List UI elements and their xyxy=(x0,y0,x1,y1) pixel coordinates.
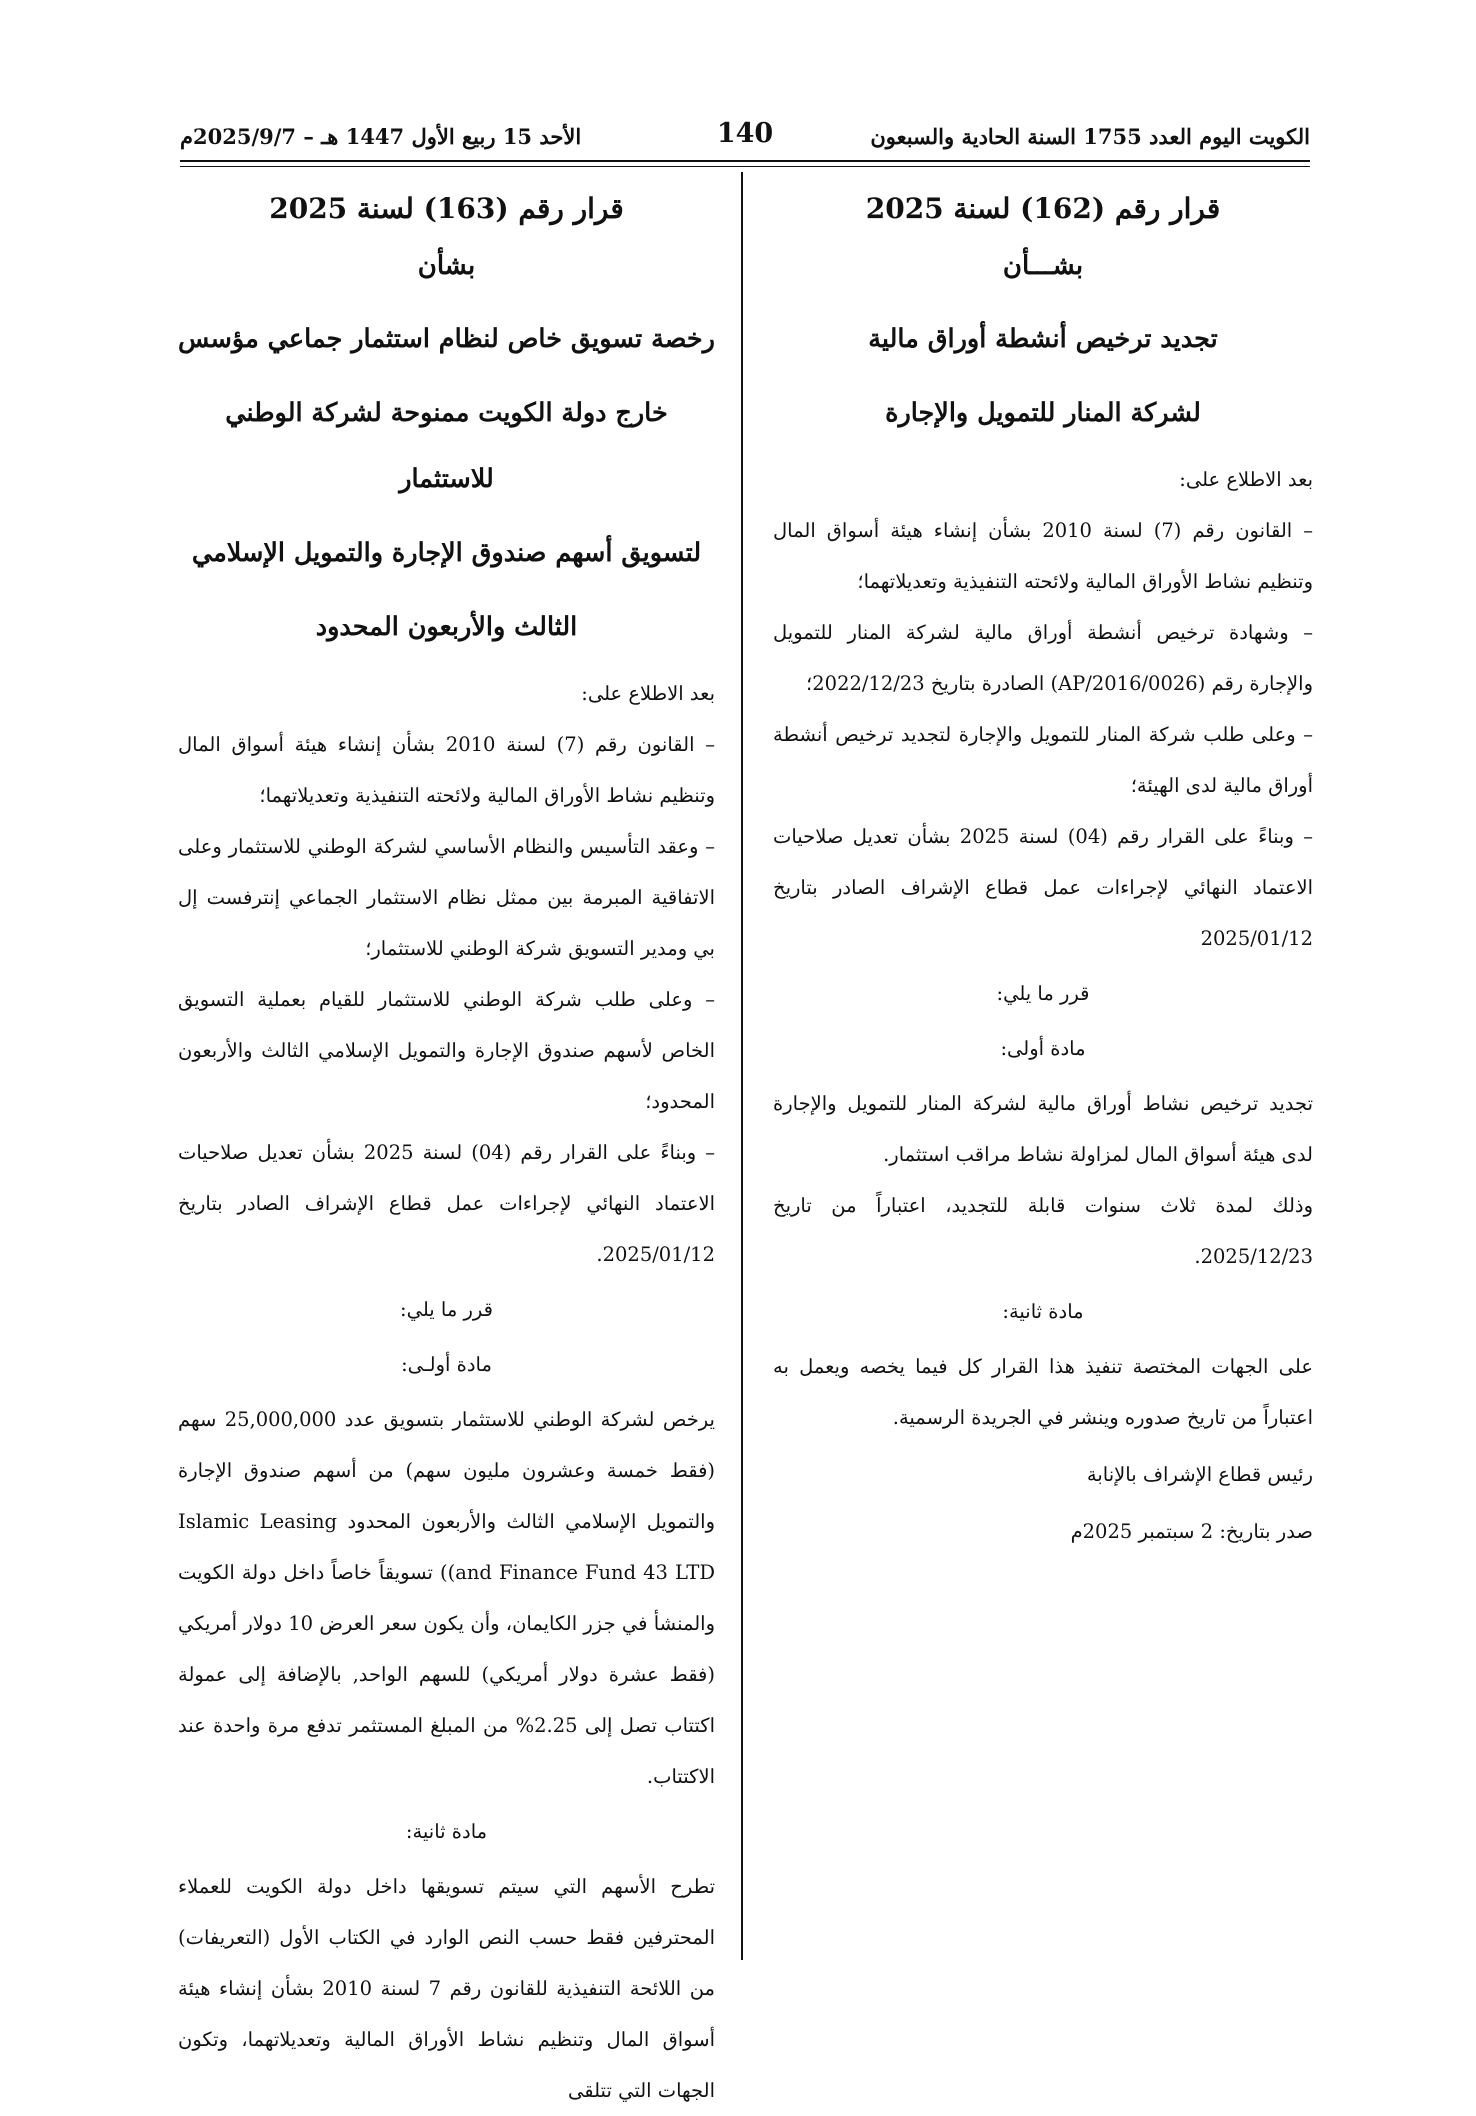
decision-162 xyxy=(773,180,1313,1563)
decision-162-article-2-text: على الجهات المختصة تنفيذ هذا القرار كل فيما يخصه ويعمل به اعتباراً من تاريخ صدوره وينشر في الجريدة الرسمية. xyxy=(773,1355,1313,1429)
decision-163-subject-2: خارج دولة الكويت ممنوحة لشركة الوطني للاستثمار xyxy=(225,398,668,494)
decision-162-regarding: بشـــأن xyxy=(1002,251,1084,281)
decision-162-article-1-text: تجديد ترخيص نشاط أوراق مالية لشركة المنار للتمويل والإجارة لدى هيئة أسواق المال لمزاولة نشاط مراقب استثمار. xyxy=(773,1092,1313,1166)
decision-162-article-1-text-2: وذلك لمدة ثلاث سنوات قابلة للتجديد، اعتباراً من تاريخ 2025/12/23. xyxy=(773,1194,1313,1268)
decision-163-subject-4: الثالث والأربعون المحدود xyxy=(315,612,578,642)
decision-162-article-1-label: مادة أولى: xyxy=(1000,1037,1086,1060)
decision-162-clause-4: – وبناءً على القرار رقم (04) لسنة 2025 بشأن تعديل صلاحيات الاعتماد النهائي لإجراءات عمل قطاع الإشراف الصادر بتاريخ 2025/01/12 xyxy=(773,825,1313,950)
decision-163-article-2-text: تطرح الأسهم التي سيتم تسويقها داخل دولة الكويت للعملاء المحترفين فقط حسب النص الوارد في الكتاب الأول (التعريفات) من اللائحة التنفيذية للقانون رقم 7 لسنة 2010 بشأن إنشاء هيئة أسواق المال وتنظيم نشاط الأوراق المالية وتعديلاتهما، وتكون الجهات التي تتلقى xyxy=(178,1875,715,2102)
page-number: 140 xyxy=(716,118,774,149)
decision-163-title: قرار رقم (163) لسنة 2025 xyxy=(269,192,624,225)
decision-163-article-1-label: مادة أولـى: xyxy=(401,1353,492,1376)
decision-162-subject-1: تجديد ترخيص أنشطة أوراق مالية xyxy=(868,324,1218,354)
decision-163-clause-3: – وعلى طلب شركة الوطني للاستثمار للقيام بعملية التسويق الخاص لأسهم صندوق الإجارة والتمويل الإسلامي الثالث والأربعون المحدود؛ xyxy=(178,988,715,1113)
decision-162-article-2-label: مادة ثانية: xyxy=(1002,1300,1084,1323)
decision-162-issued: صدر بتاريخ: 2 سبتمبر 2025م xyxy=(1070,1520,1313,1543)
decision-163-subject-3: لتسويق أسهم صندوق الإجارة والتمويل الإسلامي xyxy=(191,538,702,568)
decision-162-signature: رئيس قطاع الإشراف بالإنابة xyxy=(1086,1463,1313,1486)
header-rule-thick xyxy=(180,160,1310,162)
column-divider xyxy=(741,172,743,1960)
decision-163 xyxy=(178,180,715,2116)
decision-163-subject-1: رخصة تسويق خاص لنظام استثمار جماعي مؤسس xyxy=(178,324,715,354)
decision-163-clause-1: – القانون رقم (7) لسنة 2010 بشأن إنشاء هيئة أسواق المال وتنظيم نشاط الأوراق المالية ولائحته التنفيذية وتعديلاتهما؛ xyxy=(178,733,716,807)
decision-162-intro: بعد الاطلاع على: xyxy=(1179,468,1313,491)
decision-162-decided: قرر ما يلي: xyxy=(996,982,1090,1005)
header-rule-thin xyxy=(180,166,1310,167)
decision-163-decided: قرر ما يلي: xyxy=(400,1298,493,1321)
decision-163-regarding: بشأن xyxy=(417,251,476,281)
decision-162-subject-2: لشركة المنار للتمويل والإجارة xyxy=(885,398,1201,428)
decision-162-clause-3: – وعلى طلب شركة المنار للتمويل والإجارة لتجديد ترخيص أنشطة أوراق مالية لدى الهيئة؛ xyxy=(773,723,1313,797)
decision-162-clause-2: – وشهادة ترخيص أنشطة أوراق مالية لشركة المنار للتمويل والإجارة رقم (AP/2016/0026) الصادرة بتاريخ 2022/12/23؛ xyxy=(773,621,1313,695)
page-header xyxy=(180,118,1310,158)
decision-163-intro: بعد الاطلاع على: xyxy=(581,682,715,705)
decision-162-clause-1: – القانون رقم (7) لسنة 2010 بشأن إنشاء هيئة أسواق المال وتنظيم نشاط الأوراق المالية ولائحته التنفيذية وتعديلاتهما؛ xyxy=(773,519,1313,593)
header-issue: الكويت اليوم العدد 1755 السنة الحادية والسبعون xyxy=(870,124,1310,149)
decision-162-title: قرار رقم (162) لسنة 2025 xyxy=(865,192,1221,225)
decision-163-clause-4: – وبناءً على القرار رقم (04) لسنة 2025 بشأن تعديل صلاحيات الاعتماد النهائي لإجراءات عمل قطاع الإشراف الصادر بتاريخ 2025/01/12. xyxy=(178,1141,715,1266)
decision-163-clause-2: – وعقد التأسيس والنظام الأساسي لشركة الوطني للاستثمار وعلى الاتفاقية المبرمة بين ممثل نظام الاستثمار الجماعي إنترفست إل بي ومدير التسويق شركة الوطني للاستثمار؛ xyxy=(178,835,715,960)
decision-163-article-2-label: مادة ثانية: xyxy=(405,1820,488,1843)
header-date: الأحد 15 ربيع الأول 1447 هـ – 2025/9/7م xyxy=(180,124,582,149)
decision-163-article-1-text: يرخص لشركة الوطني للاستثمار بتسويق عدد 25,000,000 سهم (فقط خمسة وعشرون مليون سهم) من أسهم صندوق الإجارة والتمويل الإسلامي الثالث والأربعون المحدود Islamic Leasing and Finance Fund 43 LTD)) تسويقاً خاصاً داخل دولة الكويت والمنشأ في جزر الكايمان، وأن يكون سعر العرض 10 دولار أمريكي (فقط عشرة دولار أمريكي) للسهم الواحد, بالإضافة إلى عمولة اكتتاب تصل إلى 2.25% من المبلغ المستثمر تدفع مرة واحدة عند الاكتتاب. xyxy=(178,1408,716,1788)
